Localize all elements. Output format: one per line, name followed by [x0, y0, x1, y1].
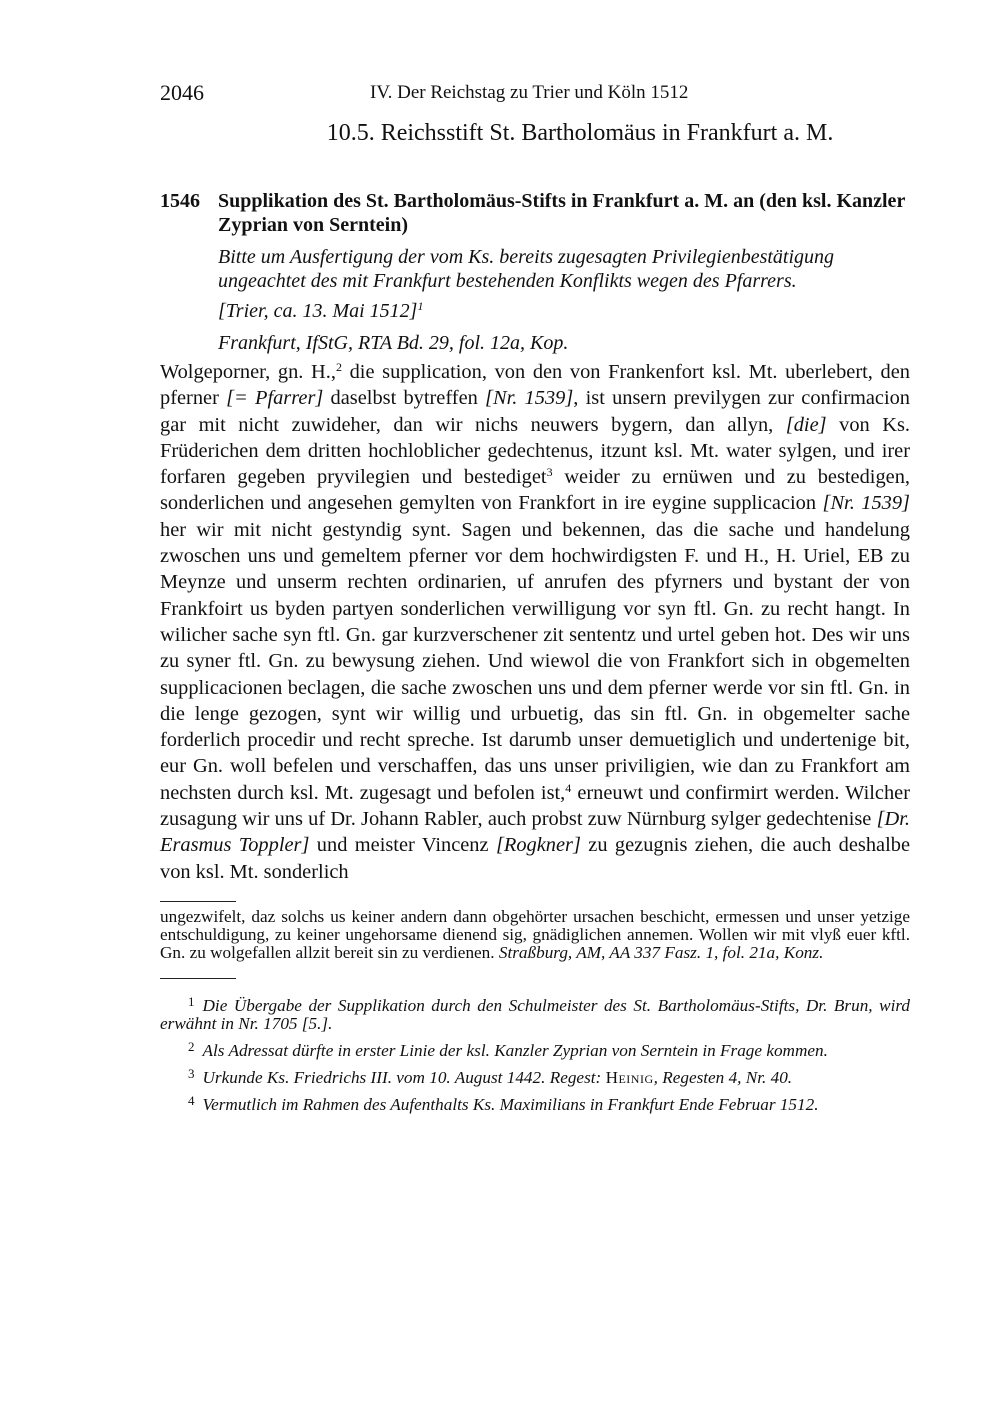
text-run: weider zu ernüwen und zu bestedigen, sonderlichen und angesehen gemylten von Frankfort in ire eygine supplicacion	[160, 466, 911, 515]
entry-source: Frankfurt, IfStG, RTA Bd. 29, fol. 12a, Kop.	[218, 332, 569, 354]
entry-date-text: [Trier, ca. 13. Mai 1512]	[218, 300, 418, 322]
footnote-number: 4	[188, 1092, 195, 1108]
editorial-insert: [Nr. 1539]	[822, 492, 910, 515]
editorial-insert: [die]	[785, 413, 827, 436]
footnote-text: , Regesten 4, Nr. 40.	[653, 1067, 793, 1087]
editorial-insert: [= Pfarrer]	[226, 387, 324, 410]
text-run: zu gezugnis ziehen, die auch deshalbe von ksl. Mt. sonderlich	[160, 834, 911, 883]
footnote-ref: 3	[546, 465, 553, 480]
editorial-insert: [Dr. Erasmus Toppler]	[160, 808, 910, 857]
footnote-number: 1	[188, 993, 195, 1009]
section-title: 10.5. Reichsstift St. Bartholomäus in Frankfurt a. M.	[326, 120, 834, 146]
footnote-number: 3	[188, 1065, 195, 1081]
continued-note-text: ungezwifelt, daz solchs us keiner andern dann obgehörter ursachen beschicht, ermessen und unser yetzige entschuldigung, zu keiner ungehorsame dienend sig, gnädiglichen annemen. Wollen wir mit vlyß euer kftl. Gn. zu wolgefallen allzit bereit sin zu verdienen.	[160, 906, 910, 962]
entry-number: 1546	[160, 190, 200, 212]
footnote	[160, 993, 910, 1033]
footnote-text: Urkunde Ks. Friedrichs III. vom 10. August 1442. Regest:	[202, 1067, 606, 1087]
text-run: erneuwt und confirmirt werden. Wilcher zusagung wir uns uf Dr. Johann Rabler, auch probst zuw Nürnburg sylger gedechtenise	[160, 781, 910, 831]
continued-note-source: Straßburg, AM, AA 337 Fasz. 1, fol. 21a, Konz.	[498, 942, 824, 962]
footnote	[160, 1038, 910, 1060]
footnote	[160, 1065, 910, 1087]
running-header	[160, 78, 910, 108]
main-text	[160, 359, 910, 885]
page-number: 2046	[160, 80, 204, 105]
footnote-text: Vermutlich im Rahmen des Aufenthalts Ks. Maximilians in Frankfurt Ende Februar 1512.	[202, 1094, 819, 1114]
entry-regest: Bitte um Ausfertigung der vom Ks. bereits zugesagten Privilegienbestätigung ungeachtet des mit Frankfurt bestehenden Konflikts wegen des Pfarrers.	[218, 246, 835, 292]
document-page	[160, 78, 910, 1114]
document-entry	[160, 189, 910, 355]
text-run: von Ks. Früderichen dem dritten hochloblicher gedechtenus, itzunt ksl. Mt. water sylgen, und irer forfaren gegeben pryvilegien und bestediget	[160, 413, 911, 489]
text-run: Wolgeporner, gn. H.,	[160, 361, 336, 383]
text-run: die supplication, von den von Frankenfort ksl. Mt. uberlebert, den pferner	[160, 361, 910, 410]
footnote-ref: 1	[417, 299, 424, 313]
footnote-text: Die Übergabe der Supplikation durch den Schulmeister des St. Bartholomäus-Stifts, Dr. Brun, wird erwähnt in Nr. 1705 [5.].	[160, 995, 910, 1033]
footnote-divider	[160, 901, 236, 902]
text-run: , ist unsern previlygen zur confirmacion gar mit nicht zuwideher, dan wir nichs neuwers bygern, dan allyn,	[160, 387, 910, 436]
footnote-ref: 4	[565, 780, 572, 795]
footnote-text: Als Adressat dürfte in erster Linie der ksl. Kanzler Zyprian von Serntein in Frage kommen.	[202, 1040, 828, 1060]
editorial-insert: [Nr. 1539]	[485, 387, 574, 410]
text-run: und meister Vincenz	[309, 834, 496, 857]
entry-header	[218, 189, 910, 355]
footnote-divider	[160, 978, 236, 979]
entry-date	[218, 299, 910, 323]
running-title: IV. Der Reichstag zu Trier und Köln 1512	[370, 82, 689, 103]
footnote-author: Heinig	[605, 1067, 654, 1087]
entry-title: Supplikation des St. Bartholomäus-Stifts in Frankfurt a. M. an (den ksl. Kanzler Zyprian von Serntein)	[218, 190, 905, 236]
footnote-ref: 2	[335, 360, 342, 374]
text-run: her wir mit nicht gestyndig synt. Sagen und bekennen, das die sache und handelung zwoschen uns und gemeltem pferner vor dem hochwirdigsten F. und H., H. Uriel, EB zu Meynze und unserm rechten ordinarien, uf anrufen des pfyrners und bystant der von Frankfoirt us byden partyen sonderlichen verwilligung vor syn ftl. Gn. zu recht hangt. In wilicher sache syn ftl. Gn. gar kurzverschener zit sententz und urtel geben hot. Des wir uns zu syner ftl. Gn. zu bewysung ziehen. Und wiewol die von Frankfort sich in obgemelten supplicacionen beclagen, die sache zwoschen uns und dem pferner werde vor sin ftl. Gn. in die lenge gezogen, synt wir willig und urbuetig, das sin ftl. Gn. in obgemelter sache forderlich procedir und recht spreche. Ist darumb unser demuetiglich und undertenige bit, eur Gn. woll befelen und verschaffen, das uns unser priviligien, wie dan zu Frankfort am nechsten durch ksl. Mt. zugesagt und befolen ist,	[160, 518, 910, 804]
text-run: daselbst bytreffen	[323, 387, 486, 410]
footnote-number: 2	[188, 1038, 195, 1054]
footnotes	[160, 993, 910, 1114]
continued-note	[160, 908, 910, 962]
footnote	[160, 1092, 910, 1114]
editorial-insert: [Rogkner]	[495, 834, 581, 857]
